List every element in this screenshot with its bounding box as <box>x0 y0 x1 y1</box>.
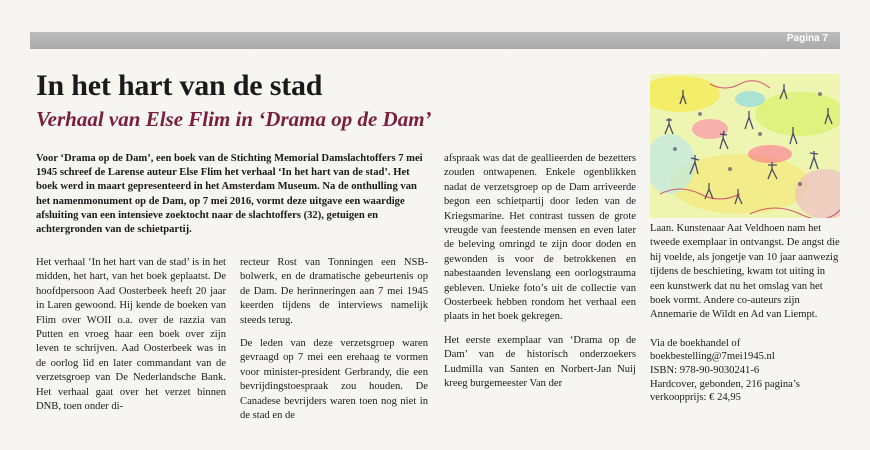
paragraph: Het eerste exemplaar van ‘Drama op de Dam’ van de historisch onderzoekers Ludmilla van Santen en Norbert-Jan Nuij kreeg burgemeester Van der <box>444 334 636 390</box>
book-cover-artwork-image <box>650 74 840 218</box>
paragraph: recteur Rost van Tonningen een NSB-bolwerk, en de dramatische gebeurtenis op de Dam. De herinneringen aan 7 mei 1945 keerden tijdens de interviews namelijk steeds terug. <box>240 257 428 326</box>
book-info-isbn: ISBN: 978-90-9030241-6 <box>650 365 760 377</box>
article-intro: Voor ‘Drama op de Dam’, een boek van de Stichting Memorial Damslachtoffers 7 mei 1945 schreef de Larense auteur Else Flim het verhaal ‘In het hart van de stad’. Het boek werd in maart gepresenteerd in het Amsterdam Museum. Na de onthulling van het namenmonument op de Dam, op 7 mei 2016, vormt deze uitgave een waardige afsluiting van een intensieve zoektocht naar de slachtoffers (32), getuigen en achtergronden van de schietpartij. <box>36 153 423 236</box>
text-column-2 <box>240 256 428 432</box>
book-info-format: Hardcover, gebonden, 216 pagina’s <box>650 378 800 390</box>
book-info-price: verkoopprijs: € 24,95 <box>650 392 741 404</box>
paragraph: Laan. Kunstenaar Aat Veldhoen nam het tweede exemplaar in ontvangst. De angst die hij voelde, als jongetje van 10 jaar aanwezig tijdens de beschieting, kwam tot uiting in een kunstwerk dat nu het omslag van het boek vormt. Andere co-auteurs zijn Annemarie de Wildt en Ad van Liempt. <box>650 223 840 321</box>
text-column-4 <box>650 222 840 405</box>
article-title: In het hart van de stad <box>36 69 323 102</box>
book-info-email: boekbestelling@7mei1945.nl <box>650 351 775 363</box>
text-column-1 <box>36 256 226 423</box>
page-header-bar <box>30 32 840 49</box>
text-column-3 <box>444 152 636 401</box>
page-number: Pagina 7 <box>786 33 828 44</box>
paragraph: afspraak was dat de geallieerden de bezetters zouden ontwapenen. Enkele ogenblikken nadat de verzetsgroep op de Dam arriveerde begon een schietpartij door leden van de Kriegsmarine. Het contrast tussen de grote vreugde van feestende mensen en even later de beleving omringd te zijn door doden en gewonden is voor de betrokkenen en nabestaanden levenslang een oorlogstrauma gebleven. Unieke foto’s uit de collectie van Oosterbeek hebben rondom het verhaal een plaats in het boek gekregen. <box>444 153 636 323</box>
paragraph: De leden van deze verzetsgroep waren gevraagd op 7 mei een erehaag te vormen voor minister-president Gerbrandy, die een bevrijdingstoespraak zou houden. De Canadese bevrijders waren toen nog niet in de stad en de <box>240 338 428 422</box>
article-subtitle: Verhaal van Else Flim in ‘Drama op de Dam’ <box>36 107 432 131</box>
book-info <box>650 337 840 405</box>
book-info-purchase: Via de boekhandel of <box>650 337 741 349</box>
paragraph: Het verhaal ‘In het hart van de stad’ is in het midden, het hart, van het boek geplaatst. De hoofdpersoon Aad Oosterbeek heeft 20 jaar in Laren gewoond. Hij kende de boeken van Flim over WOII o.a. over de razzia van Putten en vroeg haar een boek over zijn leven te schrijven. Aad Oosterbeek was in de oorlog lid en later commandant van de verzetsgroep van De Nederlandsche Bank. Het verhaal gaat over het verzet binnen DNB, toen onder di- <box>36 257 226 413</box>
